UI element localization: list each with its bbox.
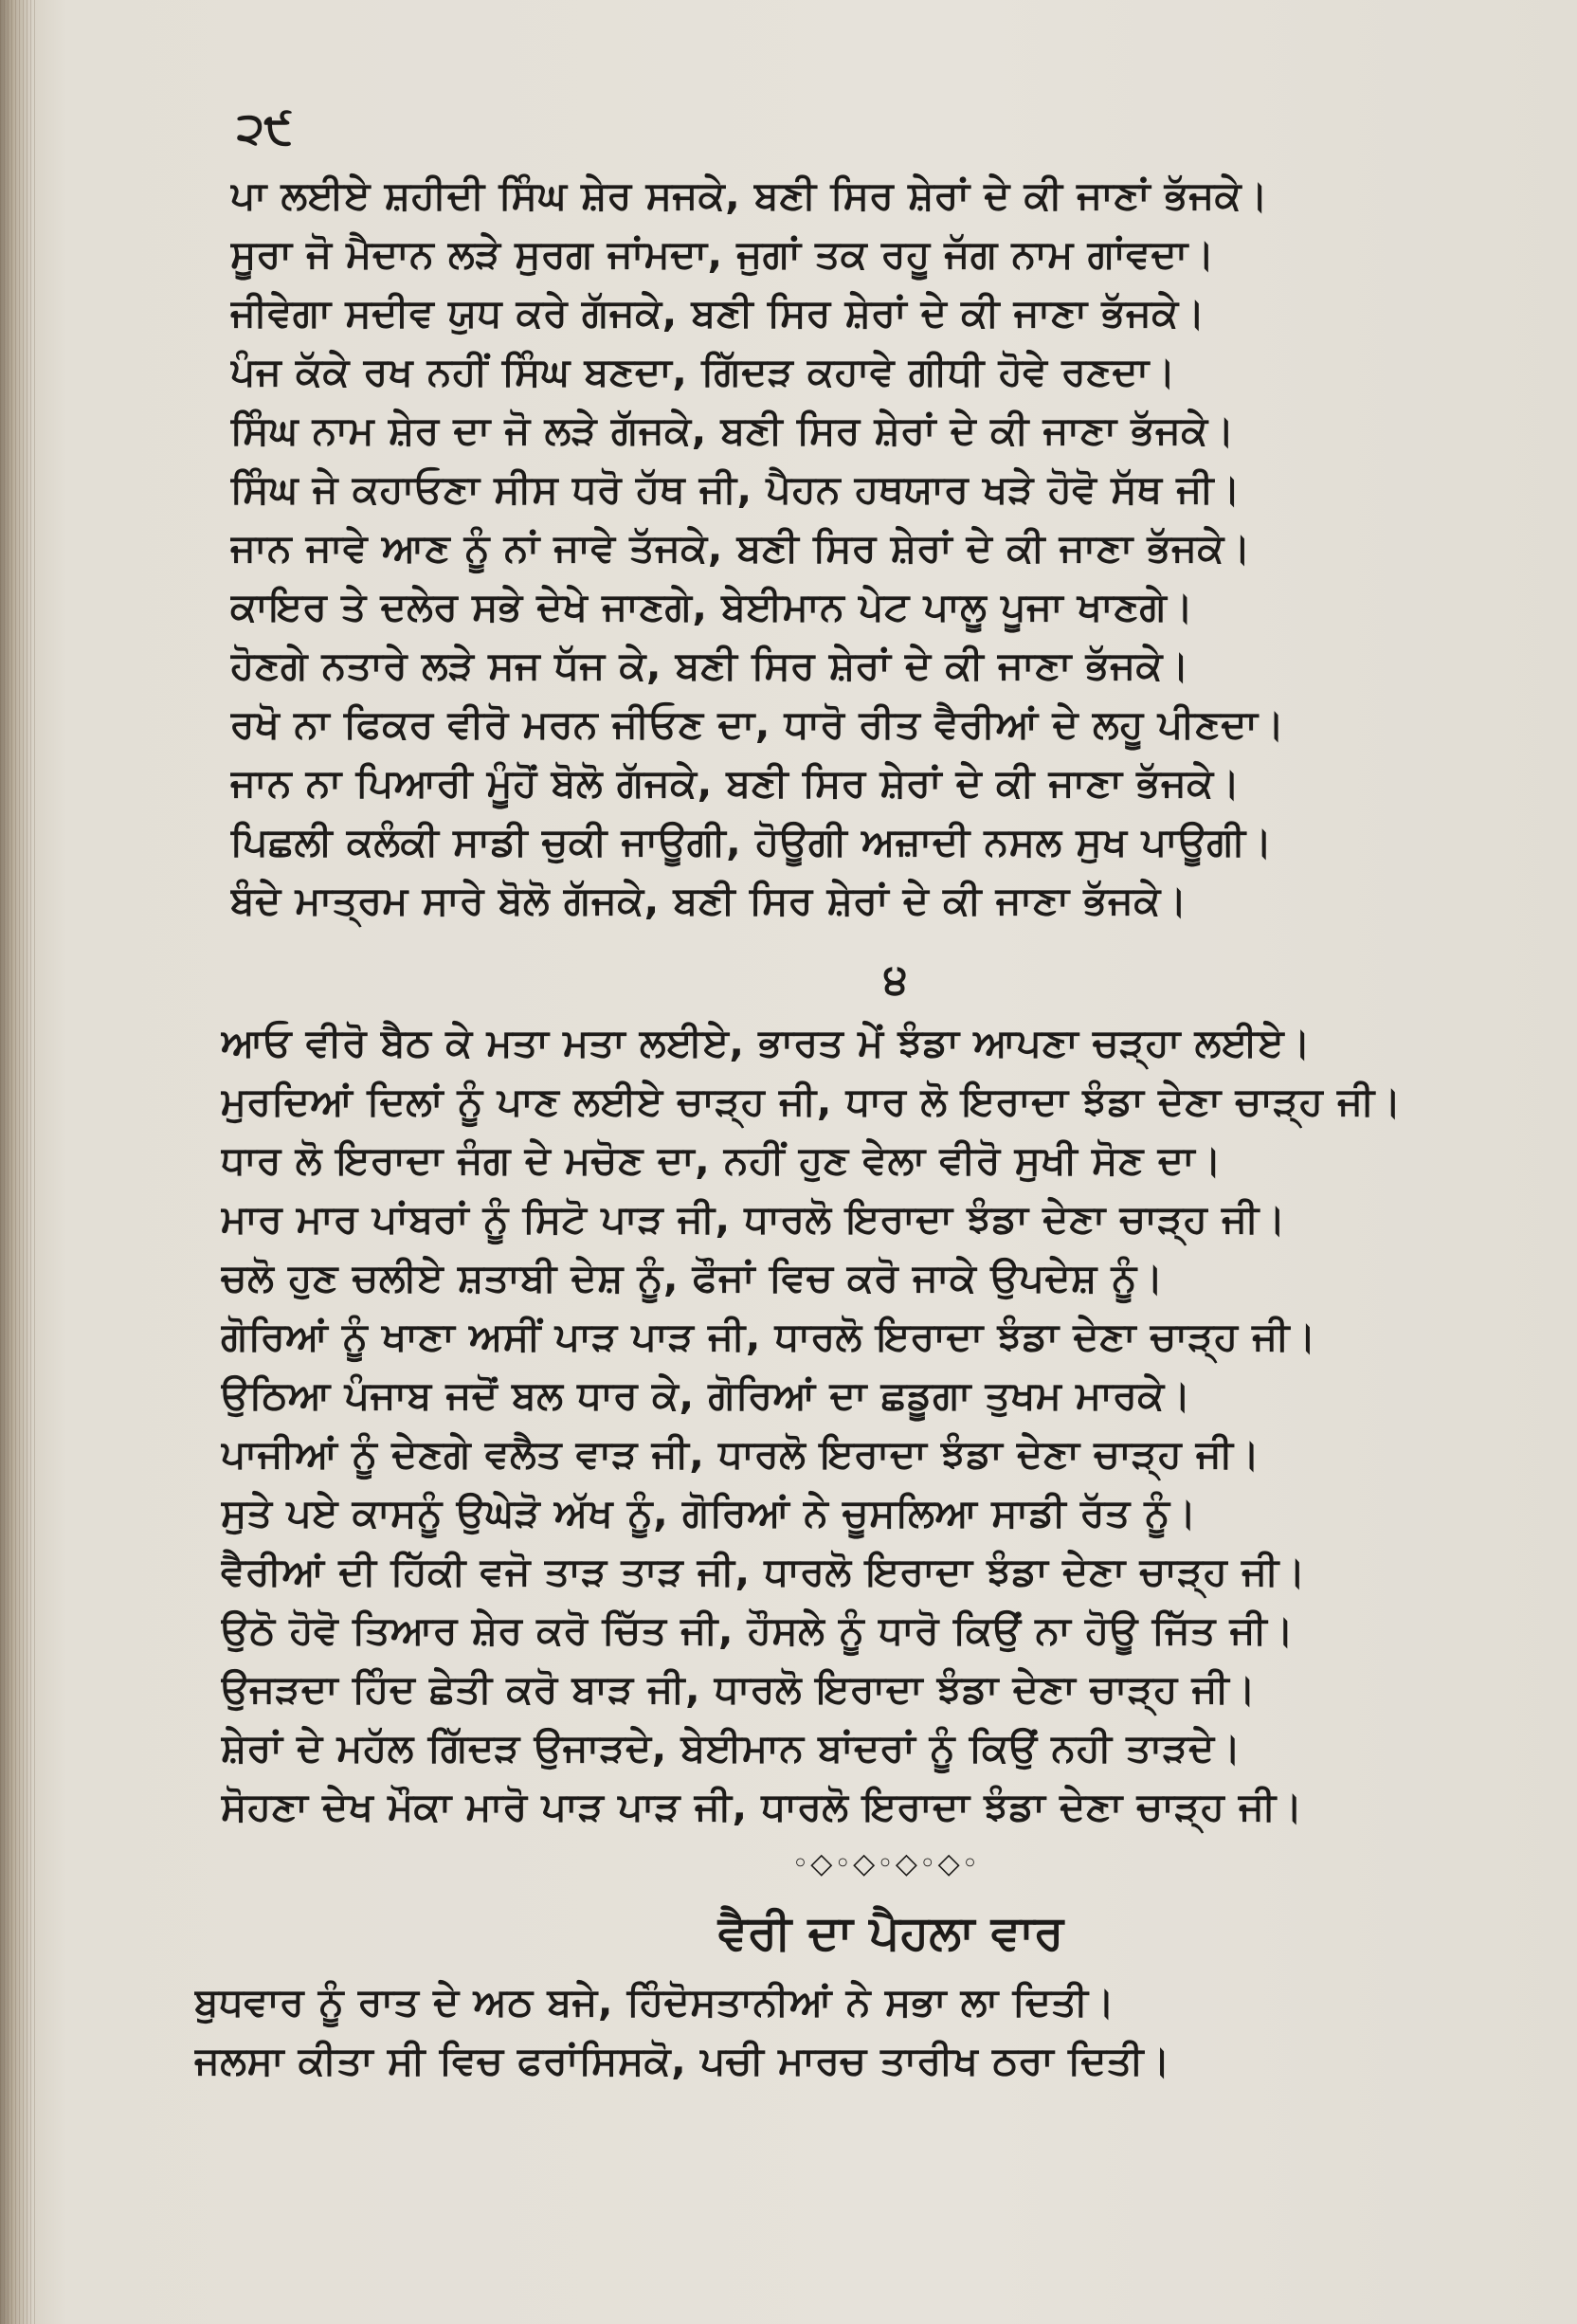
verse-line: ਉਠਿਆ ਪੰਜਾਬ ਜਦੋਂ ਬਲ ਧਾਰ ਕੇ, ਗੋਰਿਆਂ ਦਾ ਛਡੂਗਾ ਤੁਖਮ ਮਾਰਕੇ।: [221, 1372, 1191, 1418]
verse-line: ਸੁਤੇ ਪਏ ਕਾਸਨੂੰ ਉਘੇੜੋ ਅੱਖ ਨੂੰ, ਗੋਰਿਆਂ ਨੇ ਚੂਸਲਿਆ ਸਾਡੀ ਰੱਤ ਨੂੰ।: [221, 1490, 1197, 1535]
verse-line: ਮਾਰ ਮਾਰ ਪਾਂਬਰਾਂ ਨੂੰ ਸਿਟੋ ਪਾੜ ਜੀ, ਧਾਰਲੋ ਇਰਾਦਾ ਝੰਡਾ ਦੇਣਾ ਚਾੜ੍ਹ ਜੀ।: [221, 1196, 1286, 1242]
verse-line: ਪਿਛਲੀ ਕਲੰਕੀ ਸਾਡੀ ਚੁਕੀ ਜਾਊਗੀ, ਹੋਊਗੀ ਅਜ਼ਾਦੀ ਨਸਲ ਸੁਖ ਪਾਊਗੀ।: [230, 819, 1273, 864]
verse-line: ਗੋਰਿਆਂ ਨੂੰ ਖਾਣਾ ਅਸੀਂ ਪਾੜ ਪਾੜ ਜੀ, ਧਾਰਲੋ ਇਰਾਦਾ ਝੰਡਾ ਦੇਣਾ ਚਾੜ੍ਹ ਜੀ।: [221, 1314, 1317, 1359]
verse-line: ਹੋਣਗੇ ਨਤਾਰੇ ਲੜੇ ਸਜ ਧੱਜ ਕੇ, ਬਣੀ ਸਿਰ ਸ਼ੇਰਾਂ ਦੇ ਕੀ ਜਾਣਾ ਭੱਜਕੇ।: [230, 643, 1190, 688]
verse-line: ਚਲੋ ਹੁਣ ਚਲੀਏ ਸ਼ਤਾਬੀ ਦੇਸ਼ ਨੂੰ, ਫੌਜਾਂ ਵਿਚ ਕਰੋ ਜਾਕੇ ਉਪਦੇਸ਼ ਨੂੰ।: [221, 1255, 1164, 1300]
page-number: ੨੯: [237, 102, 293, 154]
poem-section-1: [194, 166, 1540, 930]
poem-section-3: [194, 1972, 1540, 2090]
verse-line: ਸਿੰਘ ਨਾਮ ਸ਼ੇਰ ਦਾ ਜੋ ਲੜੇ ਗੱਜਕੇ, ਬਣੀ ਸਿਰ ਸ਼ੇਰਾਂ ਦੇ ਕੀ ਜਾਣਾ ਭੱਜਕੇ।: [230, 408, 1235, 453]
verse-line: ਬੰਦੇ ਮਾਤ੍ਰਮ ਸਾਰੇ ਬੋਲੋ ਗੱਜਕੇ, ਬਣੀ ਸਿਰ ਸ਼ੇਰਾਂ ਦੇ ਕੀ ਜਾਣਾ ਭੱਜਕੇ।: [230, 878, 1187, 923]
verse-line: ਸੂਰਾ ਜੋ ਮੈਦਾਨ ਲੜੇ ਸੁਰਗ ਜਾਂਮਦਾ, ਜੁਗਾਂ ਤਕ ਰਹੂ ਜੱਗ ਨਾਮ ਗਾਂਵਦਾ।: [230, 231, 1215, 277]
verse-line: ਪਾਜੀਆਂ ਨੂੰ ਦੇਣਗੇ ਵਲੈਤ ਵਾੜ ਜੀ, ਧਾਰਲੋ ਇਰਾਦਾ ਝੰਡਾ ਦੇਣਾ ਚਾੜ੍ਹ ਜੀ।: [221, 1431, 1260, 1477]
ornament-divider: ◦◇◦◇◦◇◦◇◦: [791, 1847, 981, 1880]
verse-line: ਧਾਰ ਲੋ ਇਰਾਦਾ ਜੰਗ ਦੇ ਮਚੋਣ ਦਾ, ਨਹੀਂ ਹੁਣ ਵੇਲਾ ਵੀਰੋ ਸੁਖੀ ਸੋਣ ਦਾ।: [221, 1137, 1223, 1183]
verse-line: ਆਓ ਵੀਰੋ ਬੈਠ ਕੇ ਮਤਾ ਮਤਾ ਲਈਏ, ਭਾਰਤ ਮੇਂ ਝੰਡਾ ਆਪਣਾ ਚੜ੍ਹਾ ਲਈਏ।: [221, 1020, 1312, 1065]
verse-line: ਪਾ ਲਈਏ ਸ਼ਹੀਦੀ ਸਿੰਘ ਸ਼ੇਰ ਸਜਕੇ, ਬਣੀ ਸਿਰ ਸ਼ੇਰਾਂ ਦੇ ਕੀ ਜਾਣਾਂ ਭੱਜਕੇ।: [230, 172, 1269, 218]
verse-line: ਰਖੋ ਨਾ ਫਿਕਰ ਵੀਰੋ ਮਰਨ ਜੀਓਣ ਦਾ, ਧਾਰੋ ਰੀਤ ਵੈਰੀਆਂ ਦੇ ਲਹੂ ਪੀਣਦਾ।: [230, 701, 1285, 747]
verse-line: ਜਾਨ ਜਾਵੇ ਆਣ ਨੂੰ ਨਾਂ ਜਾਵੇ ਤੱਜਕੇ, ਬਣੀ ਸਿਰ ਸ਼ੇਰਾਂ ਦੇ ਕੀ ਜਾਣਾ ਭੱਜਕੇ।: [230, 525, 1251, 571]
page-text: [194, 90, 1540, 2090]
verse-line: ਸਿੰਘ ਜੇ ਕਹਾਓਣਾ ਸੀਸ ਧਰੋ ਹੱਥ ਜੀ, ਪੈਹਨ ਹਥਯਾਰ ਖੜੇ ਹੋਵੋ ਸੱਥ ਜੀ।: [230, 466, 1242, 512]
verse-line: ਉਜੜਦਾ ਹਿੰਦ ਛੇਤੀ ਕਰੋ ਬਾੜ ਜੀ, ਧਾਰਲੋ ਇਰਾਦਾ ਝੰਡਾ ਦੇਣਾ ਚਾੜ੍ਹ ਜੀ।: [221, 1666, 1257, 1712]
verse-line: ਬੁਧਵਾਰ ਨੂੰ ਰਾਤ ਦੇ ਅਠ ਬਜੇ, ਹਿੰਦੋਸਤਾਨੀਆਂ ਨੇ ਸਭਾ ਲਾ ਦਿਤੀ।: [194, 1979, 1115, 2024]
verse-line: ਮੁਰਦਿਆਂ ਦਿਲਾਂ ਨੂੰ ਪਾਣ ਲਈਏ ਚਾੜ੍ਹ ਜੀ, ਧਾਰ ਲੋ ਇਰਾਦਾ ਝੰਡਾ ਦੇਣਾ ਚਾੜ੍ਹ ਜੀ।: [221, 1079, 1402, 1124]
section-number: ੪: [883, 955, 908, 1004]
verse-line: ਜਲਸਾ ਕੀਤਾ ਸੀ ਵਿਚ ਫਰਾਂਸਿਸਕੋ, ਪਚੀ ਮਾਰਚ ਤਾਰੀਖ ਠਰਾ ਦਿਤੀ।: [194, 2038, 1171, 2083]
verse-line: ਵੈਰੀਆਂ ਦੀ ਹਿੱਕੀ ਵਜੋ ਤਾੜ ਤਾੜ ਜੀ, ਧਾਰਲੋ ਇਰਾਦਾ ਝੰਡਾ ਦੇਣਾ ਚਾੜ੍ਹ ਜੀ।: [221, 1549, 1306, 1594]
verse-line: ਸ਼ੇਰਾਂ ਦੇ ਮਹੱਲ ਗਿੱਦੜ ਉਜਾੜਦੇ, ਬੇਈਮਾਨ ਬਾਂਦਰਾਂ ਨੂੰ ਕਿਉਂ ਨਹੀ ਤਾੜਦੇ।: [221, 1725, 1242, 1770]
poem-section-2: [194, 1013, 1540, 1836]
verse-line: ਜੀਵੇਗਾ ਸਦੀਵ ਯੁਧ ਕਰੇ ਗੱਜਕੇ, ਬਣੀ ਸਿਰ ਸ਼ੇਰਾਂ ਦੇ ਕੀ ਜਾਣਾ ਭੱਜਕੇ।: [230, 290, 1205, 336]
verse-line: ਕਾਇਰ ਤੇ ਦਲੇਰ ਸਭੇ ਦੇਖੇ ਜਾਣਗੇ, ਬੇਈਮਾਨ ਪੇਟ ਪਾਲੂ ਪੂਜਾ ਖਾਣਗੇ।: [230, 584, 1194, 629]
verse-line: ਜਾਨ ਨਾ ਪਿਆਰੀ ਮੂੰਹੋਂ ਬੋਲੋ ਗੱਜਕੇ, ਬਣੀ ਸਿਰ ਸ਼ੇਰਾਂ ਦੇ ਕੀ ਜਾਣਾ ਭੱਜਕੇ।: [230, 760, 1241, 806]
verse-line: ਪੰਜ ਕੱਕੇ ਰਖ ਨਹੀਂ ਸਿੰਘ ਬਣਦਾ, ਗਿੱਦੜ ਕਹਾਵੇ ਗੀਧੀ ਹੋਵੇ ਰਣਦਾ।: [230, 349, 1176, 394]
section-heading: ਵੈਰੀ ਦਾ ਪੈਹਲਾ ਵਾਰ: [717, 1905, 1064, 1960]
verse-line: ਸੋਹਣਾ ਦੇਖ ਮੌਕਾ ਮਾਰੋ ਪਾੜ ਪਾੜ ਜੀ, ਧਾਰਲੋ ਇਰਾਦਾ ਝੰਡਾ ਦੇਣਾ ਚਾੜ੍ਹ ਜੀ।: [221, 1784, 1303, 1829]
verse-line: ਉਠੋ ਹੋਵੋ ਤਿਆਰ ਸ਼ੇਰ ਕਰੋ ਚਿੱਤ ਜੀ, ਹੌਸਲੇ ਨੂੰ ਧਾਰੋ ਕਿਉਂ ਨਾ ਹੋਊ ਜਿੱਤ ਜੀ।: [221, 1607, 1295, 1653]
